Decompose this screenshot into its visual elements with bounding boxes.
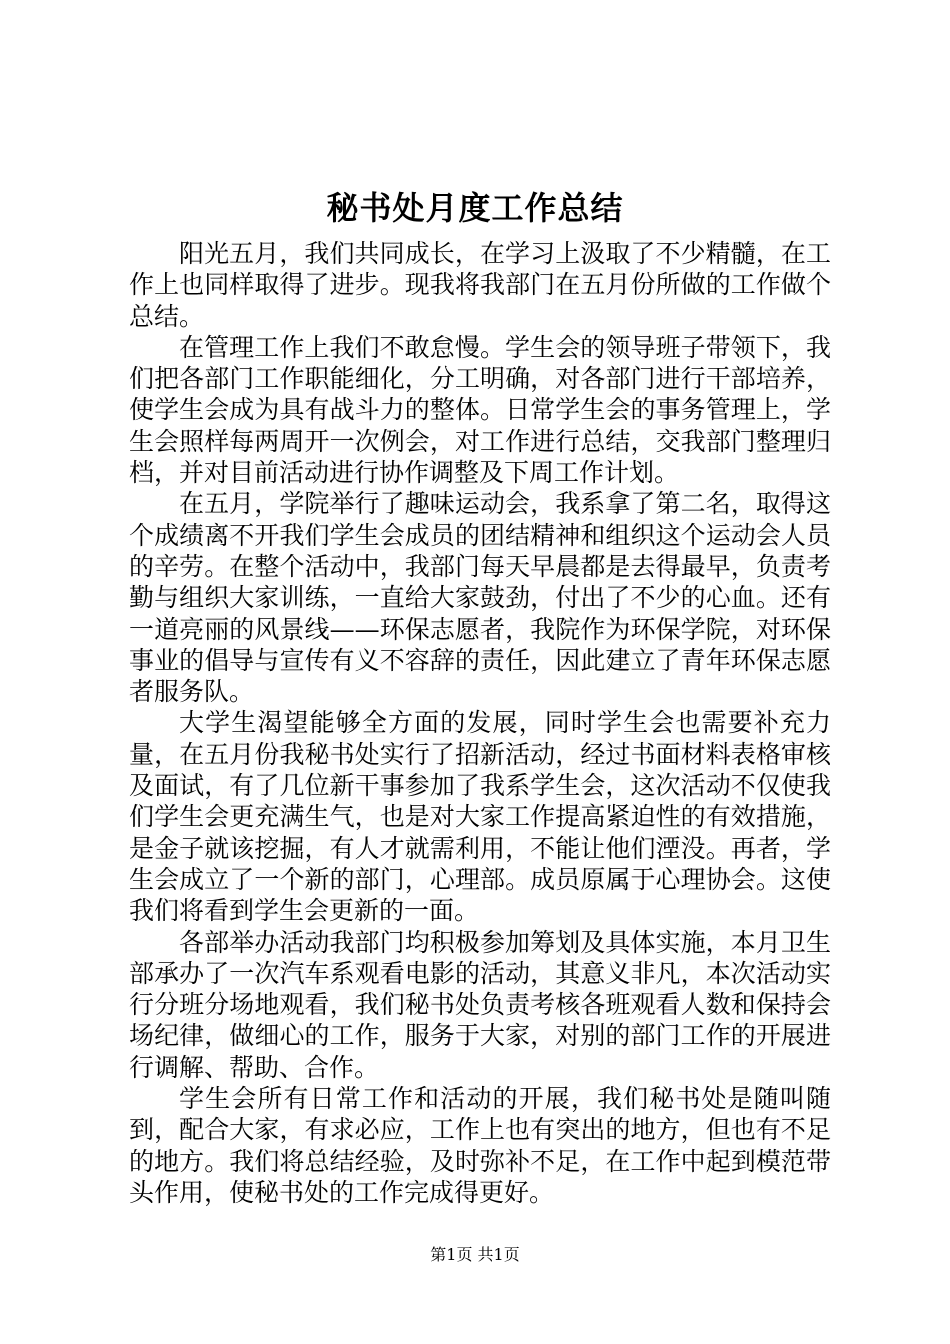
- page-footer: 第1页 共1页: [430, 1245, 520, 1264]
- paragraph-2: 在管理工作上我们不敢怠慢。学生会的领导班子带领下，我们把各部门工作职能细化，分工明确，对各部门进行干部培养，使学生会成为具有战斗力的整体。日常学生会的事务管理上，学生会照样每两周开一次例会，对工作进行总结，交我部门整理归档，并对目前活动进行协作调整及下周工作计划。: [129, 332, 831, 488]
- paragraph-4: 大学生渴望能够全方面的发展，同时学生会也需要补充力量，在五月份我秘书处实行了招新活动，经过书面材料表格审核及面试，有了几位新干事参加了我系学生会，这次活动不仅使我们学生会更充满生气，也是对大家工作提高紧迫性的有效措施，是金子就该挖掘，有人才就需利用，不能让他们湮没。再者，学生会成立了一个新的部门，心理部。成员原属于心理协会。这使我们将看到学生会更新的一面。: [129, 708, 831, 926]
- paragraph-1: 阳光五月，我们共同成长，在学习上汲取了不少精髓，在工作上也同样取得了进步。现我将我部门在五月份所做的工作做个总结。: [129, 239, 831, 331]
- paragraph-6: 学生会所有日常工作和活动的开展，我们秘书处是随叫随到，配合大家，有求必应，工作上也有突出的地方，但也有不足的地方。我们将总结经验，及时弥补不足，在工作中起到模范带头作用，使秘书处的工作完成得更好。: [129, 1084, 831, 1207]
- document-body: [129, 238, 831, 1208]
- paragraph-5: 各部举办活动我部门均积极参加筹划及具体实施，本月卫生部承办了一次汽车系观看电影的活动，其意义非凡，本次活动实行分班分场地观看，我们秘书处负责考核各班观看人数和保持会场纪律，做细心的工作，服务于大家，对别的部门工作的开展进行调解、帮助、合作。: [129, 927, 831, 1082]
- document-title: 秘书处月度工作总结: [326, 189, 624, 227]
- paragraph-3: 在五月，学院举行了趣味运动会，我系拿了第二名，取得这个成绩离不开我们学生会成员的团结精神和组织这个运动会人员的辛劳。在整个活动中，我部门每天早晨都是去得最早，负责考勤与组织大家训练，一直给大家鼓劲，付出了不少的心血。还有一道亮丽的风景线——环保志愿者，我院作为环保学院，对环保事业的倡导与宣传有义不容辞的责任，因此建立了青年环保志愿者服务队。: [129, 489, 831, 707]
